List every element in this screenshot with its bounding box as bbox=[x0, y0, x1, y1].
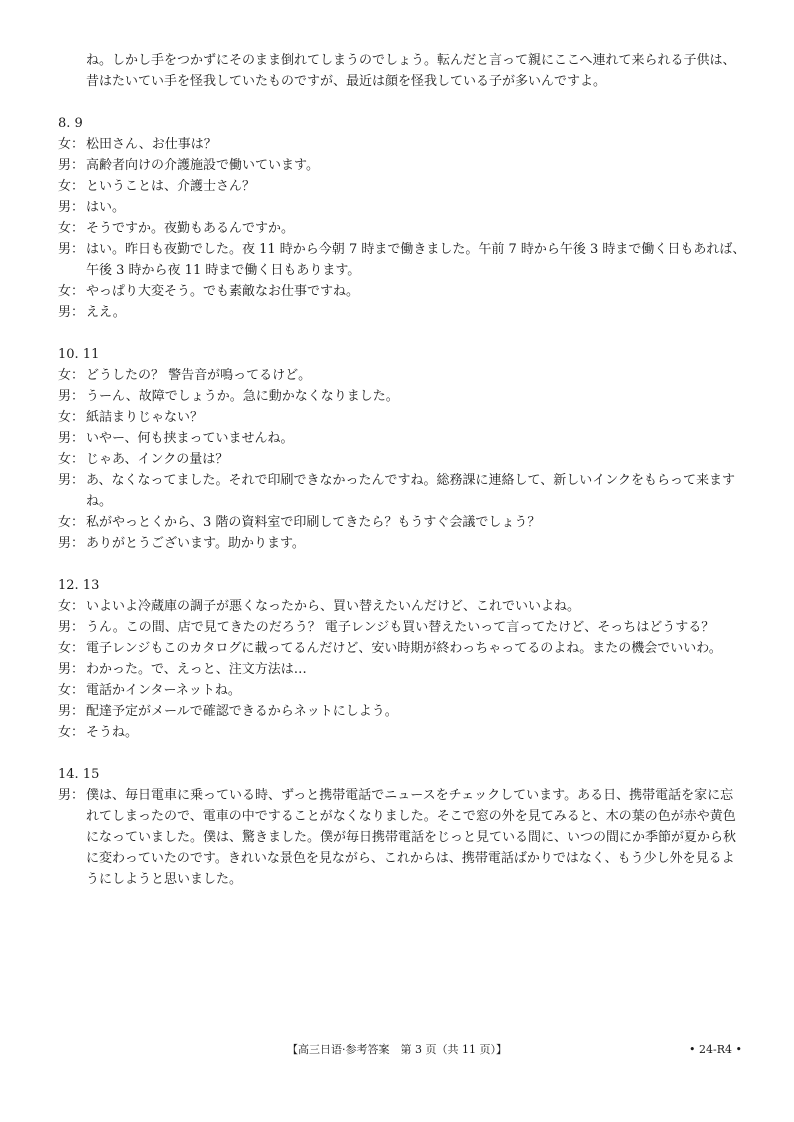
dialogue-text: そうね。 bbox=[86, 725, 139, 740]
dialogue-line bbox=[58, 512, 746, 533]
speaker-label: 女： bbox=[58, 137, 85, 152]
speaker-label: 女： bbox=[58, 410, 85, 425]
dialogue-text: じゃあ、インクの量は？ bbox=[86, 452, 229, 467]
dialogue-line bbox=[58, 428, 746, 449]
speaker-label: 女： bbox=[58, 221, 85, 236]
dialogue-text: うん。この間、店で見てきたのだろう？ 電子レンジも買い替えたいって言ってたけど、そっちはどうする？ bbox=[86, 620, 715, 635]
dialogue-line bbox=[58, 617, 746, 638]
dialogue-line bbox=[58, 449, 746, 470]
speaker-label: 女： bbox=[58, 515, 85, 530]
dialogue-line bbox=[58, 176, 746, 197]
dialogue-text: ありがとうございます。助かります。 bbox=[86, 536, 305, 551]
dialogue-text: ということは、介護士さん？ bbox=[86, 179, 256, 194]
page-footer bbox=[0, 1040, 794, 1060]
dialogue-text: やっぱり大変そう。でも素敵なお仕事ですね。 bbox=[86, 284, 360, 299]
dialogue-line bbox=[58, 407, 746, 428]
dialogue-line bbox=[58, 638, 746, 659]
question-section-14-15 bbox=[58, 764, 746, 890]
dialogue-text: はい。昨日も夜勤でした。夜 11 時から今朝 7 時まで働きました。午前 7 時から午後 3 時まで働く日もあれば、午後 3 時から夜 11 時まで働く日もあります。 bbox=[86, 242, 746, 278]
monologue-line bbox=[58, 785, 746, 890]
section-number: 10. 11 bbox=[58, 347, 100, 362]
dialogue-line bbox=[58, 701, 746, 722]
question-section-8-9 bbox=[58, 113, 746, 323]
document-body bbox=[58, 50, 746, 890]
dialogue-line bbox=[58, 281, 746, 302]
speaker-label: 男： bbox=[58, 788, 85, 803]
dialogue-line bbox=[58, 155, 746, 176]
speaker-label: 男： bbox=[58, 431, 85, 446]
speaker-label: 女： bbox=[58, 452, 85, 467]
footer-page-info: 【高三日语·参考答案 第 3 页（共 11 页）】 bbox=[287, 1043, 507, 1056]
dialogue-line bbox=[58, 302, 746, 323]
dialogue-line bbox=[58, 680, 746, 701]
dialogue-text: うーん、故障でしょうか。急に動かなくなりました。 bbox=[86, 389, 399, 404]
dialogue-line bbox=[58, 386, 746, 407]
speaker-label: 男： bbox=[58, 200, 85, 215]
dialogue-text: いやー、何も挟まっていませんね。 bbox=[86, 431, 294, 446]
speaker-label: 女： bbox=[58, 683, 85, 698]
dialogue-text: 私がやっとくから、3 階の資料室で印刷してきたら？もうすぐ会議でしょう？ bbox=[86, 515, 541, 530]
dialogue-text: あ、なくなってました。それで印刷できなかったんですね。総務課に連絡して、新しいインクをもらって来ますね。 bbox=[86, 473, 735, 509]
speaker-label: 男： bbox=[58, 704, 85, 719]
speaker-label: 女： bbox=[58, 641, 85, 656]
dialogue-line bbox=[58, 239, 746, 281]
speaker-label: 女： bbox=[58, 179, 85, 194]
speaker-label: 男： bbox=[58, 242, 85, 257]
speaker-label: 男： bbox=[58, 158, 85, 173]
dialogue-line bbox=[58, 533, 746, 554]
dialogue-text: わかった。で、えっと、注文方法は… bbox=[86, 662, 307, 677]
speaker-label: 女： bbox=[58, 368, 85, 383]
speaker-label: 男： bbox=[58, 536, 85, 551]
dialogue-text: 電子レンジもこのカタログに載ってるんだけど、安い時期が終わっちゃってるのよね。またの機会でいいわ。 bbox=[86, 641, 722, 656]
section-number: 8. 9 bbox=[58, 116, 83, 131]
dialogue-line bbox=[58, 659, 746, 680]
dialogue-text: 高齢者向けの介護施設で働いています。 bbox=[86, 158, 319, 173]
dialogue-line bbox=[58, 470, 746, 512]
intro-paragraph: ね。しかし手をつかずにそのまま倒れてしまうのでしょう。転んだと言って親にここへ連れて来られる子供は、昔はたいてい手を怪我していたものですが、最近は顔を怪我している子が多いんですよ。 bbox=[86, 53, 736, 89]
dialogue-text: そうですか。夜勤もあるんですか。 bbox=[86, 221, 295, 236]
dialogue-line bbox=[58, 134, 746, 155]
dialogue-text: いよいよ冷蔵庫の調子が悪くなったから、買い替えたいんだけど、これでいいよね。 bbox=[86, 599, 581, 614]
speaker-label: 男： bbox=[58, 662, 85, 677]
dialogue-line bbox=[58, 197, 746, 218]
dialogue-text: どうしたの？ 警告音が鳴ってるけど。 bbox=[86, 368, 312, 383]
monologue-text: 僕は、毎日電車に乗っている時、ずっと携帯電話でニュースをチェックしています。ある日、携帯電話を家に忘れてしまったので、電車の中ですることがなくなりました。そこで窓の外を見てみると、木の葉の色が赤や黄色になっていました。僕は、驚きました。僕が毎日携帯電話をじっと見ている間に、いつの間にか季節が夏から秋に変わっていたのです。きれいな景色を見ながら、これからは、携帯電話ばかりではなく、もう少し外を見るようにしようと思いました。 bbox=[86, 788, 737, 887]
dialogue-line bbox=[58, 722, 746, 743]
dialogue-text: 松田さん、お仕事は？ bbox=[86, 137, 217, 152]
footer-code: • 24-R4 • bbox=[689, 1043, 742, 1056]
dialogue-line bbox=[58, 596, 746, 617]
question-section-10-11 bbox=[58, 344, 746, 554]
dialogue-line bbox=[58, 218, 746, 239]
speaker-label: 男： bbox=[58, 620, 85, 635]
speaker-label: 女： bbox=[58, 284, 85, 299]
speaker-label: 男： bbox=[58, 389, 85, 404]
speaker-label: 男： bbox=[58, 473, 85, 488]
question-section-12-13 bbox=[58, 575, 746, 743]
dialogue-text: 配達予定がメールで確認できるからネットにしよう。 bbox=[86, 704, 398, 719]
section-number: 14. 15 bbox=[58, 767, 100, 782]
dialogue-text: 紙詰まりじゃない？ bbox=[86, 410, 204, 425]
section-number: 12. 13 bbox=[58, 578, 100, 593]
speaker-label: 女： bbox=[58, 725, 85, 740]
speaker-label: 男： bbox=[58, 305, 85, 320]
dialogue-text: 電話かインターネットね。 bbox=[86, 683, 241, 698]
dialogue-text: はい。 bbox=[86, 200, 126, 215]
dialogue-text: ええ。 bbox=[86, 305, 126, 320]
dialogue-line bbox=[58, 365, 746, 386]
speaker-label: 女： bbox=[58, 599, 85, 614]
